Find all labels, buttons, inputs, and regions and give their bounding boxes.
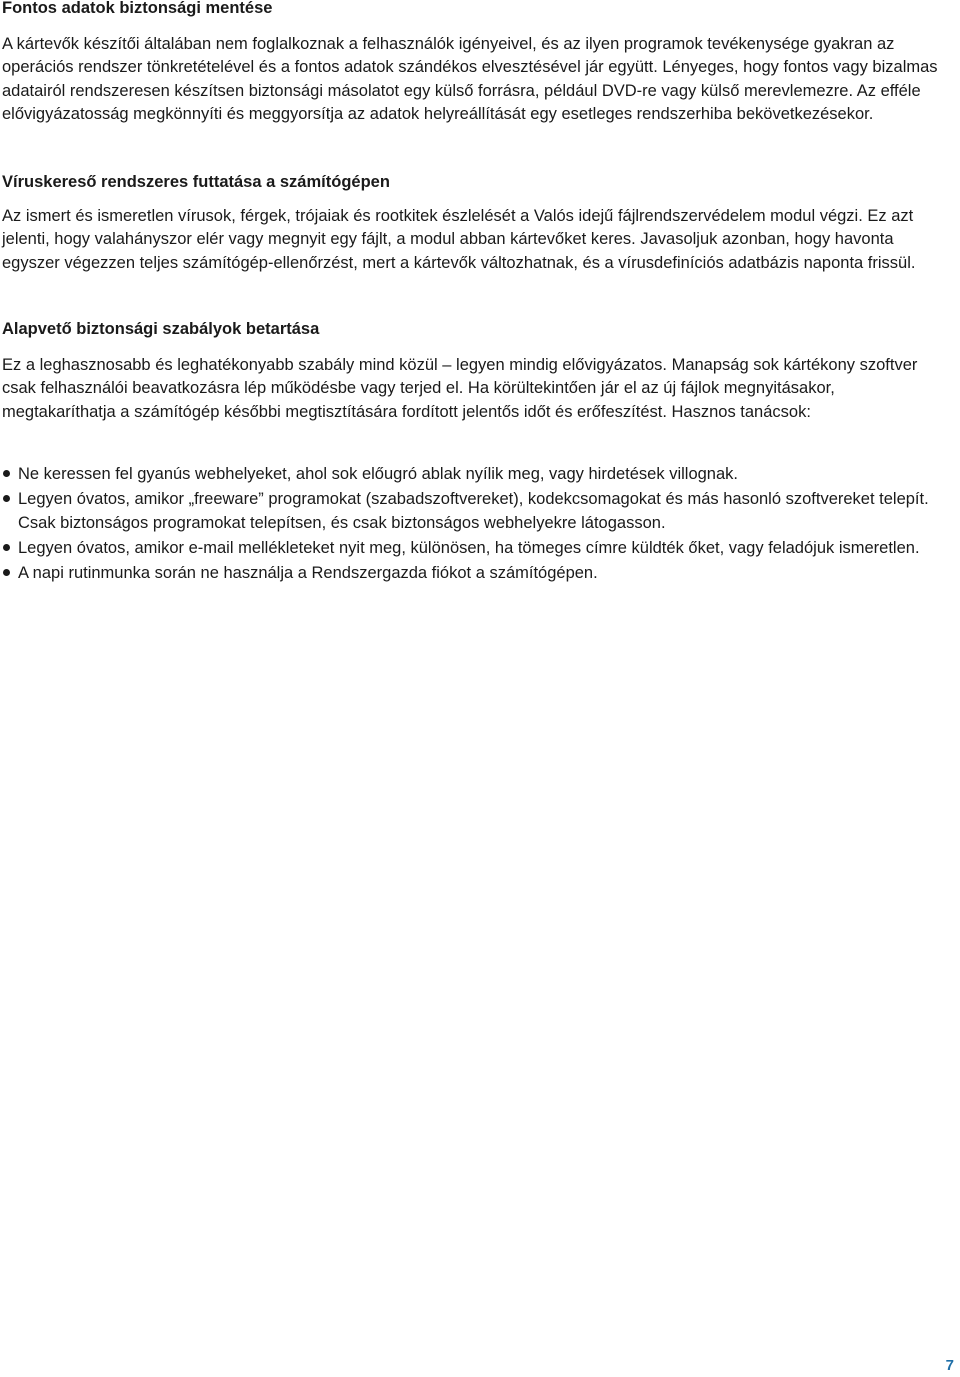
tip-text: A napi rutinmunka során ne használja a Rendszergazda fiókot a számítógépen.	[18, 564, 598, 582]
section-body-basic-rules: Ez a leghasznosabb és leghatékonyabb szabály mind közül – legyen mindig elővigyázatos. Manapság sok kártékony szoftver csak felhasználói beavatkozásra lép működésbe vagy terjed el. Ha körültekintően jár el az új fájlok megnyitásakor, megtakaríthatja a számítógép későbbi megtisztítására fordított jelentős időt és erőfeszítést. Hasznos tanácsok:	[2, 356, 918, 421]
section-title-antivirus-scan: Víruskereső rendszeres futtatása a számítógépen	[2, 173, 390, 191]
bullet-icon	[3, 470, 10, 477]
bullet-icon	[3, 495, 10, 502]
tip-item	[2, 536, 952, 560]
tip-text: Ne keressen fel gyanús webhelyeket, ahol sok előugró ablak nyílik meg, vagy hirdetések villognak.	[18, 465, 738, 483]
section-body-antivirus-scan: Az ismert és ismeretlen vírusok, férgek, trójaiak és rootkitek észlelését a Valós idejű fájlrendszervédelem modul végzi. Ez azt jelenti, hogy valahányszor elér vagy megnyit egy fájlt, a modul abban kártevőket keres. Javasoljuk azonban, hogy havonta egyszer végezzen teljes számítógép-ellenőrzést, mert a kártevők változhatnak, és a vírusdefiníciós adatbázis naponta frissül.	[2, 207, 916, 272]
section-body-backup: A kártevők készítői általában nem foglalkoznak a felhasználók igényeivel, és az ilyen programok tevékenysége gyakran az operációs rendszer tönkretételével és a fontos adatok szándékos elvesztésével jár együtt. Lényeges, hogy fontos vagy bizalmas adatairól rendszeresen készítsen biztonsági másolatot egy külső forrásra, például DVD-re vagy külső merevlemezre. Az efféle elővigyázatosság megkönnyíti és meggyorsítja az adatok helyreállítását egy esetleges rendszerhiba bekövetkezésekor.	[2, 35, 938, 123]
bullet-icon	[3, 569, 10, 576]
page-number: 7	[945, 1357, 954, 1374]
section-title-basic-rules: Alapvető biztonsági szabályok betartása	[2, 320, 320, 338]
tip-item	[2, 462, 952, 486]
tip-item	[2, 487, 952, 535]
section-title-backup: Fontos adatok biztonsági mentése	[2, 0, 273, 17]
tips-list	[2, 462, 952, 586]
tip-text: Legyen óvatos, amikor „freeware” programokat (szabadszoftvereket), kodekcsomagokat és más hasonló szoftvereket telepít. Csak biztonságos programokat telepítsen, és csak biztonságos webhelyekre látogasson.	[18, 490, 929, 532]
tip-item	[2, 561, 952, 585]
tip-text: Legyen óvatos, amikor e-mail mellékleteket nyit meg, különösen, ha tömeges címre küldték őket, vagy feladójuk ismeretlen.	[18, 539, 920, 557]
bullet-icon	[3, 544, 10, 551]
